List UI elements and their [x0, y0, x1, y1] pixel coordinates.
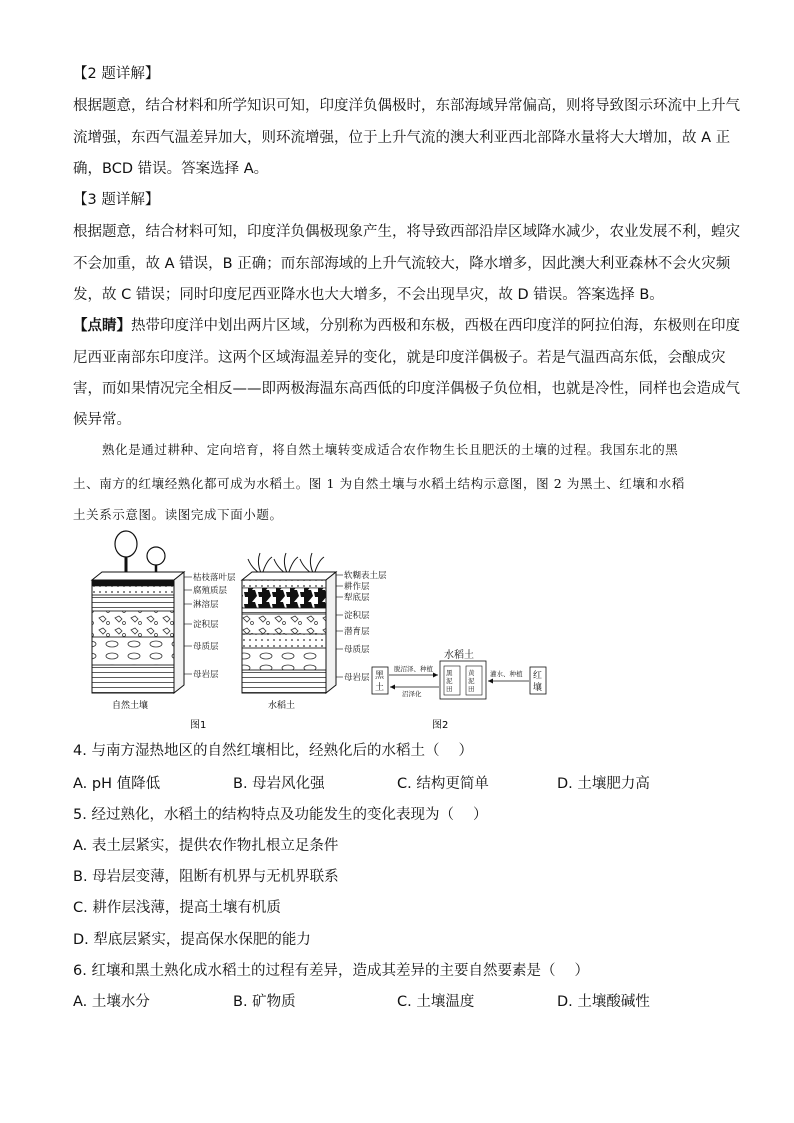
layer-label-litter: 枯枝落叶层: [193, 573, 236, 583]
question-5-stem: 5. 经过熟化，水稻土的结构特点及功能发生的变化表现为（ ）: [73, 807, 488, 823]
q5-option-a[interactable]: A. 表土层紧实，提供农作物扎根立足条件: [73, 838, 339, 854]
layer-label-plough: 耕作层: [344, 582, 370, 592]
q6-option-b[interactable]: B. 矿物质: [233, 994, 296, 1010]
yellow-mud-field-3: 田: [468, 685, 475, 693]
arrow-label-drain: 脱沼泽、种植: [394, 665, 433, 673]
paddy-soil-column: [242, 553, 336, 693]
q5-option-c[interactable]: C. 耕作层浅薄，提高土壤有机质: [73, 900, 281, 916]
explain2-line-3: 确，BCD 错误。答案选择 A。: [73, 161, 269, 177]
arrow-label-irrigate: 灌水、种植: [490, 670, 523, 678]
layer-label-humus: 腐殖质层: [193, 586, 228, 596]
tip-line-2: 尼西亚南部东印度洋。这两个区域海温差异的变化，就是印度洋偶极子。若是气温西高东低，会酿成灾: [73, 350, 726, 366]
layer-label-soft-topsoil: 软糊表土层: [344, 571, 387, 581]
layer-label-plowpan: 犁底层: [344, 593, 370, 603]
layer-label-gley: 潜育层: [344, 627, 370, 637]
material-line-2: 土、南方的红壤经熟化都可成为水稻土。图 1 为自然土壤与水稻土结构示意图，图 2 为黑土、红壤和水稻: [73, 476, 685, 491]
figure2-title: 水稻土: [444, 650, 474, 661]
layer-label-illuvial: 淀积层: [193, 620, 219, 630]
explain3-line-3: 发，故 C 错误；同时印度尼西亚降水也大大增多，不会出现旱灾，故 D 错误。答案选择 B。: [73, 287, 664, 303]
yellow-mud-field-2: 泥: [468, 677, 475, 685]
tip-line-1: [73, 316, 740, 336]
layer-label-eluvial: 淋溶层: [193, 600, 219, 610]
q4-option-a[interactable]: A. pH 值降低: [73, 776, 161, 792]
black-mud-field-1: 黑: [446, 669, 453, 677]
layer-label-parent: 母质层: [193, 642, 219, 652]
red-soil-label-2: 壤: [533, 683, 543, 693]
paddy-soil-caption: 水稻土: [268, 701, 296, 711]
red-soil-label-1: 红: [533, 671, 543, 681]
question-4-stem: 4. 与南方湿热地区的自然红壤相比，经熟化后的水稻土（ ）: [73, 743, 474, 759]
q5-option-b[interactable]: B. 母岩层变薄，阻断有机界与无机界联系: [73, 869, 339, 885]
q6-option-a[interactable]: A. 土壤水分: [73, 994, 150, 1010]
tree-icon: [115, 531, 165, 578]
tip-tag: 【点睛】: [73, 318, 131, 334]
layer-label-paddy-bedrock: 母岩层: [344, 673, 370, 683]
layer-label-paddy-illuvial: 淀积层: [344, 611, 370, 621]
black-soil-label-2: 土: [375, 683, 385, 693]
q4-option-d[interactable]: D. 土壤肥力高: [557, 776, 650, 792]
q6-option-c[interactable]: C. 土壤温度: [397, 994, 475, 1010]
tip-line-4: 候异常。: [73, 412, 131, 428]
tip-line-3: 害，而如果情况完全相反——即两极海温东高西低的印度洋偶极子负位相，也就是冷性，同样也会造成气: [73, 381, 740, 397]
question-6-stem: 6. 红壤和黑土熟化成水稻土的过程有差异，造成其差异的主要自然要素是（ ）: [73, 963, 590, 979]
soil-figures: [80, 530, 570, 735]
natural-soil-caption: 自然土壤: [112, 701, 149, 711]
natural-soil-column: [92, 531, 184, 693]
explain3-line-1: 根据题意，结合材料可知，印度洋负偶极现象产生，将导致西部沿岸区域降水减少，农业发展不利，蝗灾: [73, 224, 740, 240]
black-mud-field-2: 泥: [446, 677, 453, 685]
black-mud-field-3: 田: [446, 685, 453, 693]
figure2-caption: 图2: [432, 720, 449, 731]
q4-option-b[interactable]: B. 母岩风化强: [233, 776, 325, 792]
explain2-line-1: 根据题意，结合材料和所学知识可知，印度洋负偶极时，东部海域异常偏高，则将导致图示环流中上升气: [73, 98, 740, 114]
black-soil-label-1: 黑: [375, 671, 385, 681]
relation-diagram: [372, 648, 546, 699]
explain3-line-2: 不会加重，故 A 错误，B 正确；而东部海域的上升气流较大，降水增多，因此澳大利亚森林不会火灾频: [73, 256, 731, 272]
yellow-mud-field-1: 黄: [468, 669, 475, 677]
arrow-label-swamp: 沼泽化: [402, 690, 422, 698]
material-line-1: 熟化是通过耕种、定向培育，将自然土壤转变成适合农作物生长且肥沃的土壤的过程。我国东北的黑: [102, 442, 679, 457]
explain3-heading: 【3 题详解】: [73, 192, 160, 208]
layer-label-bedrock: 母岩层: [193, 670, 219, 680]
explain2-heading: 【2 题详解】: [73, 66, 160, 82]
material-line-3: 土关系示意图。读图完成下面小题。: [73, 507, 283, 522]
layer-label-paddy-parent: 母质层: [344, 645, 370, 655]
tip-first-text: 热带印度洋中划出两片区域，分别称为西极和东极，西极在西印度洋的阿拉伯海，东极则在印度: [131, 318, 740, 334]
q5-option-d[interactable]: D. 犁底层紧实，提高保水保肥的能力: [73, 932, 311, 948]
figure1-caption: 图1: [190, 720, 207, 731]
explain2-line-2: 流增强，东西气温差异加大，则环流增强，位于上升气流的澳大利亚西北部降水量将大大增加，故 A 正: [73, 130, 731, 146]
q6-option-d[interactable]: D. 土壤酸碱性: [557, 994, 650, 1010]
q4-option-c[interactable]: C. 结构更简单: [397, 776, 489, 792]
